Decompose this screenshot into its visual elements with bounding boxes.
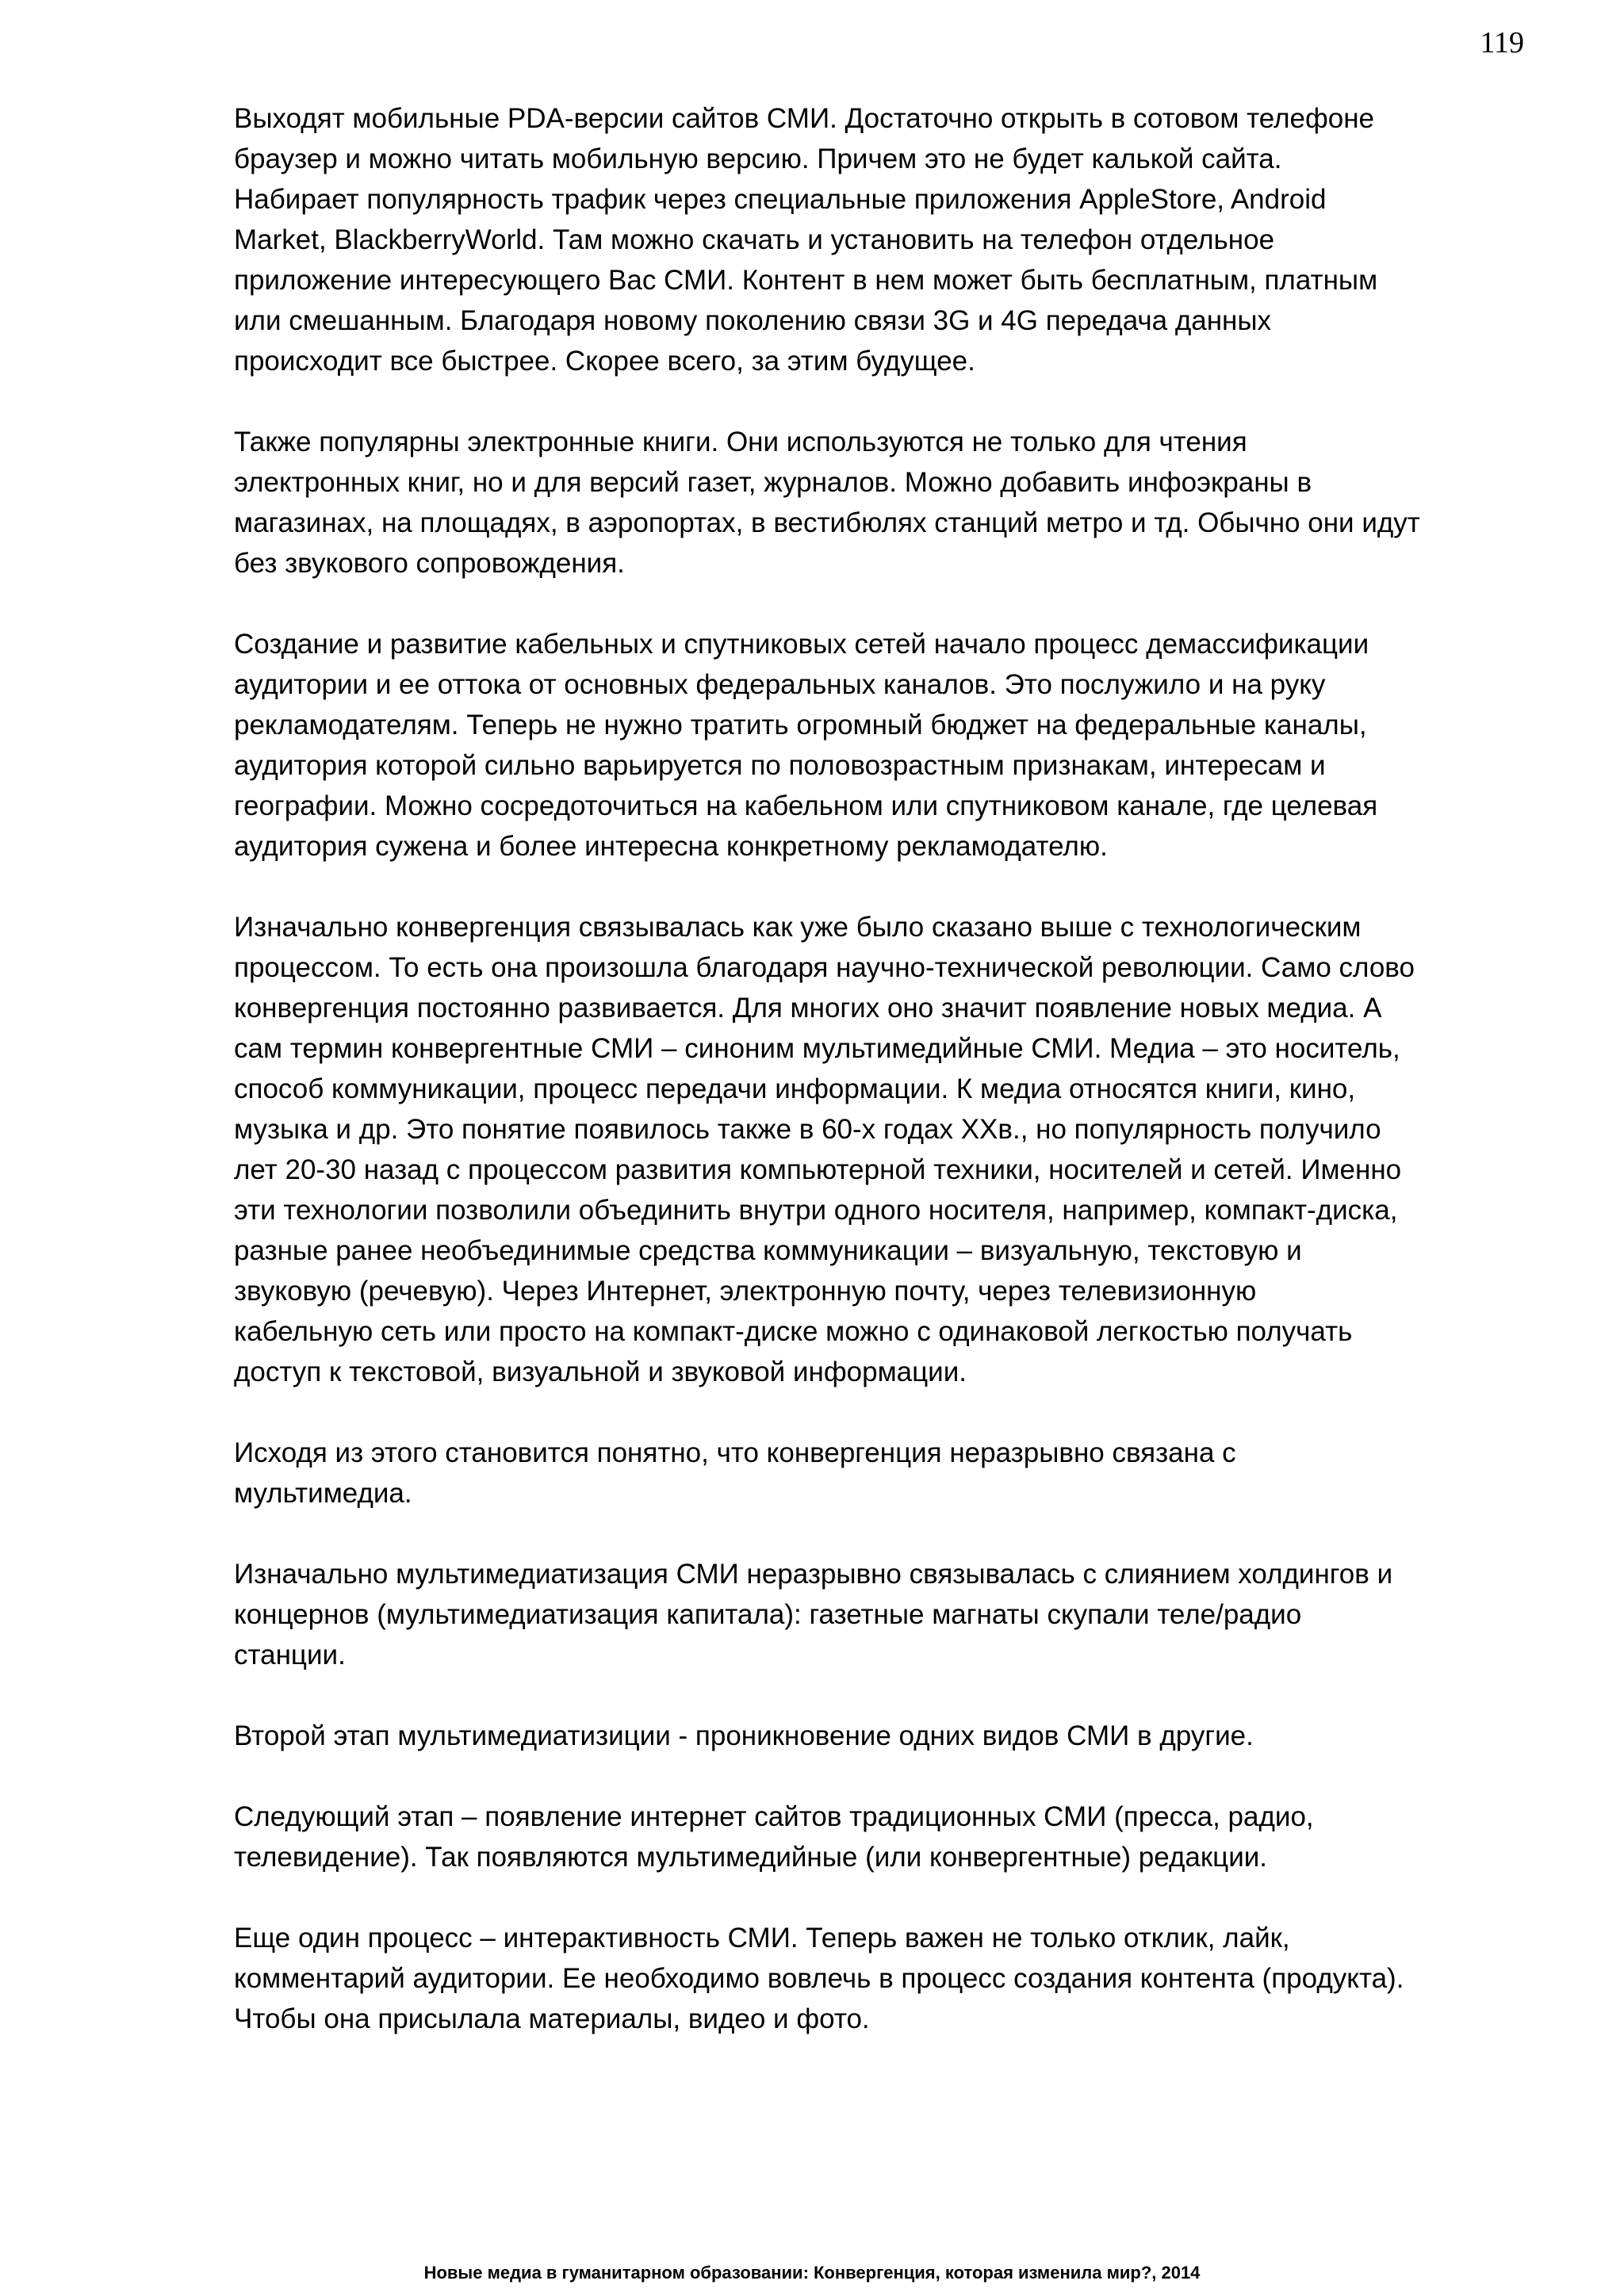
paragraph-next-stage: Следующий этап – появление интернет сайтов традиционных СМИ (пресса, радио, телевидение). Так появляются мультимедийные (или конвергентные) редакции.	[234, 1801, 1314, 1873]
paragraph-cable-satellite: Создание и развитие кабельных и спутниковых сетей начало процесс демассификации аудитории и ее оттока от основных федеральных каналов. Это послужило и на руку рекламодателям. Теперь не нужно тратить огромный бюджет на федеральные каналы, аудитория которой сильно варьируется по половозрастным признакам, интересам и географии. Можно сосредоточиться на кабельном или спутниковом канале, где целевая аудитория сужена и более интересна конкретному рекламодателю.	[234, 629, 1378, 862]
paragraph-holdings: Изначально мультимедиатизация СМИ неразрывно связывалась с слиянием холдингов и концернов (мультимедиатизация капитала): газетные магнаты скупали теле/радио станции.	[234, 1559, 1393, 1670]
paragraph-second-stage: Второй этап мультимедиатизиции - проникновение одних видов СМИ в другие.	[234, 1720, 1254, 1751]
page-number: 119	[1480, 26, 1524, 59]
paragraph-multimedia-link: Исходя из этого становится понятно, что конвергенция неразрывно связана с мультимедиа.	[234, 1437, 1236, 1509]
body-text	[234, 98, 1534, 2080]
paragraph-mobile-versions: Выходят мобильные PDA-версии сайтов СМИ. Достаточно открыть в сотовом телефоне браузер и можно читать мобильную версию. Причем это не будет калькой сайта. Набирает популярность трафик через специальные приложения AppleStore, Android Market, BlackberryWorld. Там можно скачать и установить на телефон отдельное приложение интересующего Вас СМИ. Контент в нем может быть бесплатным, платным или смешанным. Благодаря новому поколению связи 3G и 4G передача данных происходит все быстрее. Скорее всего, за этим будущее.	[234, 103, 1378, 377]
paragraph-interactivity: Еще один процесс – интерактивность СМИ. Теперь важен не только отклик, лайк, комментарий аудитории. Ее необходимо вовлечь в процесс создания контента (продукта). Чтобы она присылала материалы, видео и фото.	[234, 1923, 1404, 2034]
paragraph-convergence: Изначально конвергенция связывалась как уже было сказано выше с технологическим процессом. То есть она произошла благодаря научно-технической революции. Само слово конвергенция постоянно развивается. Для многих оно значит появление новых медиа. А сам термин конвергентные СМИ – синоним мультимедийные СМИ. Медиа – это носитель, способ коммуникации, процесс передачи информации. К медиа относятся книги, кино, музыка и др. Это понятие появилось также в 60-х годах ХХв., но популярность получило лет 20-30 назад с процессом развития компьютерной техники, носителей и сетей. Именно эти технологии позволили объединить внутри одного носителя, например, компакт-диска, разные ранее необъединимые средства коммуникации – визуальную, текстовую и звуковую (речевую). Через Интернет, электронную почту, через телевизионную кабельную сеть или просто на компакт-диске можно с одинаковой легкостью получать доступ к текстовой, визуальной и звуковой информации.	[234, 912, 1415, 1387]
paragraph-e-books: Также популярны электронные книги. Они используются не только для чтения электронных книг, но и для версий газет, журналов. Можно добавить инфоэкраны в магазинах, на площадях, в аэропортах, в вестибюлях станций метро и тд. Обычно они идут без звукового сопровождения.	[234, 427, 1420, 579]
page-footer: Новые медиа в гуманитарном образовании: Конвергенция, которая изменила мир?, 2014	[423, 2263, 1201, 2283]
